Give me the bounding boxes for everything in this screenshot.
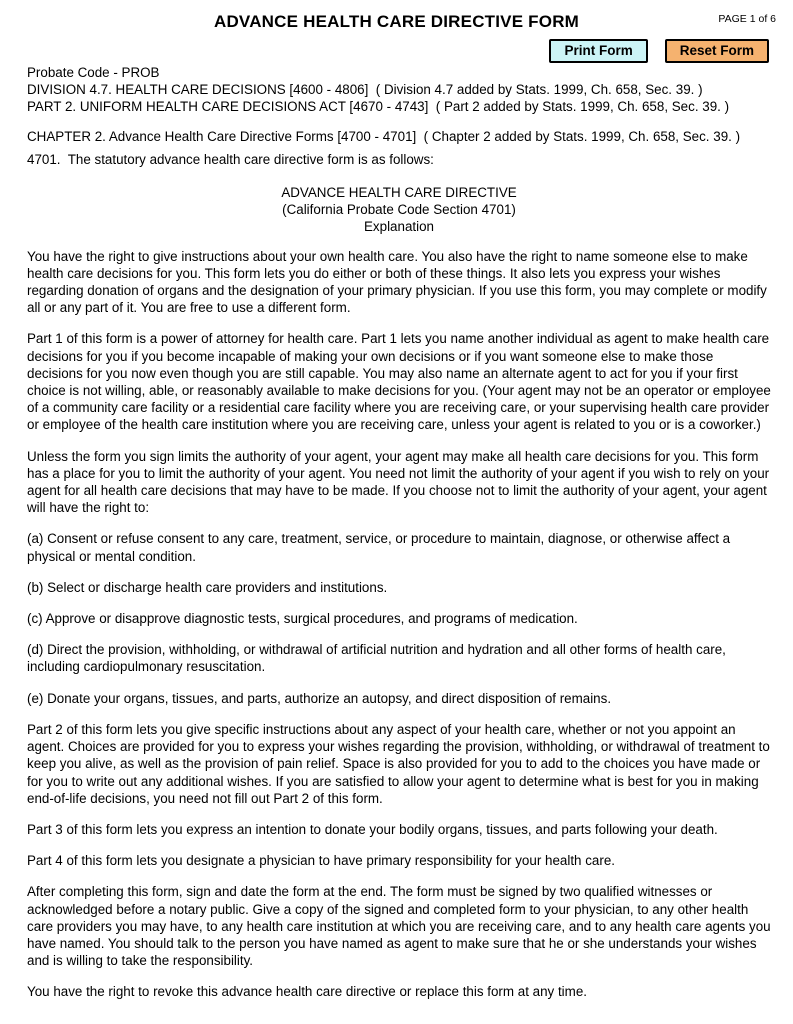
statute-line-chapter: CHAPTER 2. Advance Health Care Directive Forms [4700 - 4701] ( Chapter 2 added by Stats. 1999, Ch. 658, Sec. 39. ) xyxy=(27,128,741,144)
page-title: ADVANCE HEALTH CARE DIRECTIVE FORM xyxy=(213,12,580,31)
statute-line-part: PART 2. UNIFORM HEALTH CARE DECISIONS ACT [4670 - 4743] ( Part 2 added by Stats. 1999, Ch. 658, Sec. 39. ) xyxy=(27,99,730,115)
page-indicator: PAGE 1 of 6 xyxy=(718,13,776,25)
form-buttons xyxy=(549,39,769,63)
document-header xyxy=(0,0,793,64)
paragraph-item-d: (d) Direct the provision, withholding, or withdrawal of artificial nutrition and hydration and all other forms of health care, including cardiopulmonary resuscitation. xyxy=(27,642,726,675)
paragraph-part4: Part 4 of this form lets you designate a physician to have primary responsibility for your health care. xyxy=(27,853,615,869)
statute-line-probate-code: Probate Code - PROB xyxy=(27,65,160,80)
paragraph-intro-rights: You have the right to give instructions about your own health care. You also have the right to name someone else to make health care decisions for you. This form lets you do either or both of these things. It also lets you express your wishes regarding donation of organs and the designation of your primary physician. If you use this form, you may complete or modify all or any part of it. You are free to use a different form. xyxy=(27,248,767,316)
paragraph-revoke-right: You have the right to revoke this advance health care directive or replace this form at any time. xyxy=(27,984,587,1000)
paragraph-agent-authority: Unless the form you sign limits the authority of your agent, your agent may make all health care decisions for you. This form has a place for you to limit the authority of your agent. You need not limit the authority of your agent if you wish to rely on your agent for all health care decisions that may have to be made. If you choose not to limit the authority of your agent, your agent will have the right to: xyxy=(27,448,770,516)
statute-line-section-4701: 4701. The statutory advance health care directive form is as follows: xyxy=(27,151,434,167)
paragraph-part2: Part 2 of this form lets you give specific instructions about any aspect of your health care, whether or not you appoint an agent. Choices are provided for you to express your wishes regarding the provision, withholding, or withdrawal of treatment to keep you alive, as well as the provision of pain relief. Space is also provided for you to add to the choices you have made or for you to write out any additional wishes. If you are satisfied to allow your agent to determine what is best for you in making end-of-life decisions, you need not fill out Part 2 of this form. xyxy=(27,721,770,806)
directive-heading-title: ADVANCE HEALTH CARE DIRECTIVE xyxy=(281,185,517,201)
print-form-button[interactable]: Print Form xyxy=(549,39,647,63)
paragraph-part3: Part 3 of this form lets you express an intention to donate your bodily organs, tissues, and parts following your death. xyxy=(27,821,718,837)
paragraph-item-b: (b) Select or discharge health care providers and institutions. xyxy=(27,579,388,595)
directive-heading-code-section: (California Probate Code Section 4701) xyxy=(282,202,516,218)
document-body xyxy=(0,64,793,1001)
directive-heading-explanation: Explanation xyxy=(364,219,434,235)
paragraph-item-a: (a) Consent or refuse consent to any care, treatment, service, or procedure to maintain, diagnose, or otherwise affect a physical or mental condition. xyxy=(27,531,731,564)
paragraph-item-e: (e) Donate your organs, tissues, and parts, authorize an autopsy, and direct disposition of remains. xyxy=(27,690,612,706)
reset-form-button[interactable]: Reset Form xyxy=(665,39,769,63)
paragraph-item-c: (c) Approve or disapprove diagnostic tests, surgical procedures, and programs of medication. xyxy=(27,611,578,627)
statute-line-division: DIVISION 4.7. HEALTH CARE DECISIONS [4600 - 4806] ( Division 4.7 added by Stats. 1999, Ch. 658, Sec. 39. ) xyxy=(27,82,703,98)
paragraph-part1: Part 1 of this form is a power of attorney for health care. Part 1 lets you name another individual as agent to make health care decisions for you if you become incapable of making your own decisions or if you want someone else to make those decisions for you now even though you are still capable. You may also name an alternate agent to act for you if your first choice is not willing, able, or reasonably available to make decisions for you. (Your agent may not be an operator or employee of a community care facility or a residential care facility where you are receiving care, or your supervising health care provider or employee of the health care institution where you are receiving care, unless your agent is related to you or is a coworker.) xyxy=(27,331,771,433)
directive-heading xyxy=(27,184,771,236)
paragraph-after-completing: After completing this form, sign and date the form at the end. The form must be signed by two qualified witnesses or acknowledged before a notary public. Give a copy of the signed and completed form to your physician, to any other health care providers you may have, to any health care institution at which you are receiving care, and to any health care agents you have named. You should talk to the person you have named as agent to make sure that he or she understands your wishes and is willing to take the responsibility. xyxy=(27,884,771,969)
